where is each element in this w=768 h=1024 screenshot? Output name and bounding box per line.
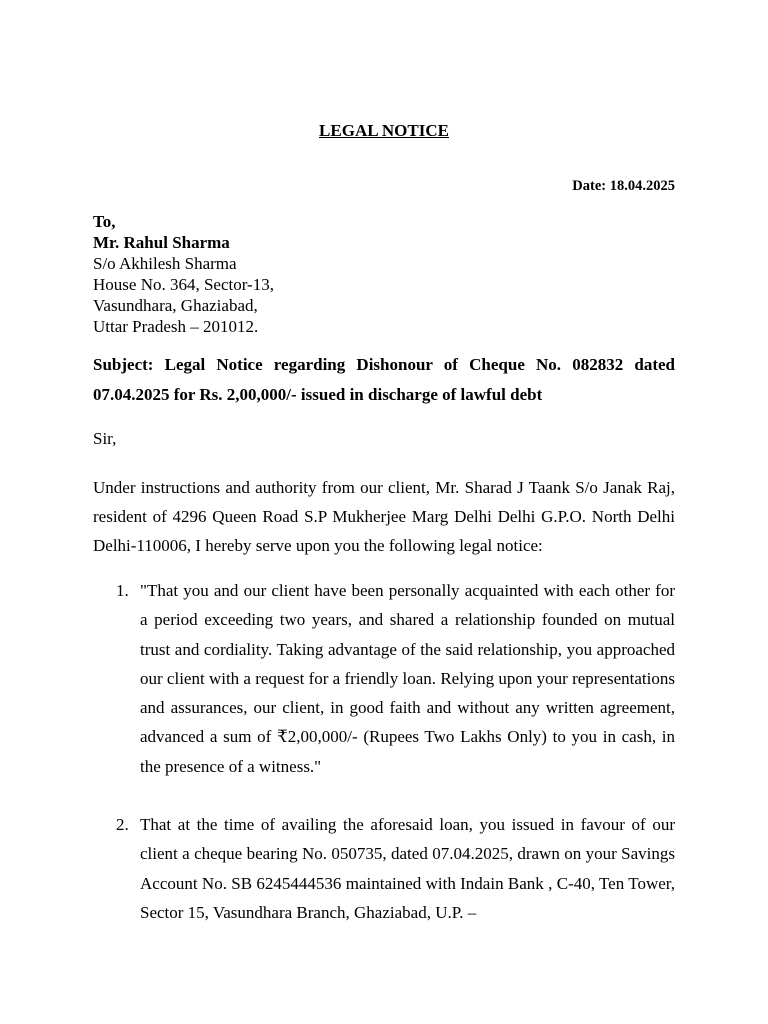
point-text: "That you and our client have been personally acquainted with each other for a period exceeding two years, and shared a relationship founded on mutual trust and cordiality. Taking advantage of the said relationship, you approached our client with a request for a friendly loan. Relying upon your representations and assurances, our client, in good faith and without any written agreement, advanced a sum of ₹2,00,000/- (Rupees Two Lakhs Only) to you in cash, in the presence of a witness."	[140, 581, 675, 776]
recipient-relation: S/o Akhilesh Sharma	[93, 254, 237, 273]
recipient-address-line-1: House No. 364, Sector-13,	[93, 275, 274, 294]
salutation: Sir,	[93, 429, 117, 448]
point-number: 1.	[116, 581, 129, 600]
notice-point	[93, 576, 675, 781]
intro-paragraph: Under instructions and authority from our client, Mr. Sharad J Taank S/o Janak Raj, resident of 4296 Queen Road S.P Mukherjee Marg Delhi Delhi G.P.O. North Delhi Delhi-110006, I hereby serve upon you the following legal notice:	[93, 478, 675, 555]
point-number: 2.	[116, 815, 129, 835]
notice-subject: Subject: Legal Notice regarding Dishonour of Cheque No. 082832 dated 07.04.2025 for Rs. 2,00,000/- issued in discharge of lawful debt	[93, 355, 675, 404]
recipient-address-block	[93, 211, 675, 337]
notice-point	[93, 810, 675, 927]
recipient-to: To,	[93, 212, 116, 231]
recipient-name: Mr. Rahul Sharma	[93, 233, 230, 252]
notice-title: LEGAL NOTICE	[319, 121, 449, 140]
notice-date: Date: 18.04.2025	[572, 178, 675, 194]
notice-points-list	[93, 576, 675, 956]
point-text: That at the time of availing the aforesaid loan, you issued in favour of our client a cheque bearing No. 050735, dated 07.04.2025, drawn on your Savings Account No. SB 6245444536 maintained with Indain Bank , C-40, Ten Tower, Sector 15, Vasundhara Branch, Ghaziabad, U.P. –	[140, 815, 675, 922]
recipient-address-line-3: Uttar Pradesh – 201012.	[93, 317, 259, 336]
recipient-address-line-2: Vasundhara, Ghaziabad,	[93, 296, 258, 315]
